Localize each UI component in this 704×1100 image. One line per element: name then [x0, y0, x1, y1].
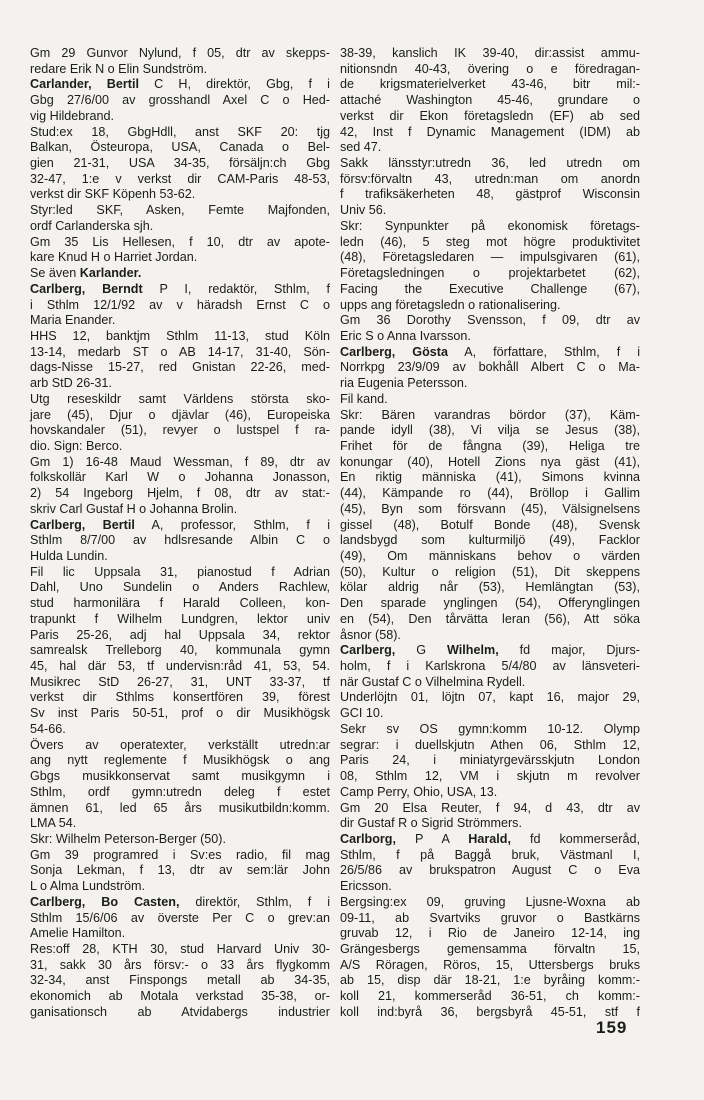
line-text: A, professor, Sthlm, f i [134, 517, 330, 532]
line-text: direktör, Sthlm, f i [179, 894, 330, 909]
line-text: sed 47. [340, 140, 382, 155]
line-text: segrar: i duellskjutn Athen 06, Sthlm 12, [340, 737, 640, 752]
line-text: Stud:ex 18, GbgHdll, anst SKF 20: tjg [30, 124, 330, 139]
line-text: kölar aldrig når (53), Hemlängtan (53), [340, 580, 640, 595]
line-text: 45, hal där 53, tf undervisn:råd 41, 53, 54. [30, 659, 330, 674]
line-text: Univ 56. [340, 203, 387, 218]
line-text: Sthlm, f på Baggå bruk, Västmanl I, [340, 847, 640, 862]
line-text: attaché Washington 45-46, grundare o [340, 93, 640, 108]
line-text: de krigsmaterielverket 43-46, bitr mil:- [340, 77, 640, 92]
line-text: arb StD 26-31. [30, 376, 112, 391]
text-line [30, 863, 330, 879]
line-text: Frihet för de fångna (39), Heliga tre [340, 438, 640, 453]
line-text: landsbygd som kulturmiljö (49), Facklor [340, 533, 640, 548]
line-text: Gm 35 Lis Hellesen, f 10, dtr av apote- [30, 234, 330, 249]
text-line [340, 690, 640, 706]
text-line [30, 345, 330, 361]
line-text: redare Erik N o Elin Sundström. [30, 61, 208, 76]
line-text: 32-34, anst Finspongs metall ab 34-35, [30, 973, 330, 988]
text-line [340, 298, 640, 314]
text-line [30, 77, 330, 93]
line-text: Norrkpg 23/9/09 av bokhåll Albert C o Ma- [340, 360, 640, 375]
line-text: skriv Carl Gustaf H o Johanna Brolin. [30, 501, 238, 516]
line-text: Paris 25-26, adj hal Uppsala 34, rektor [30, 627, 330, 642]
line-text: (48), Företagsledaren — impulsgivaren (61), [340, 250, 640, 265]
line-text: Skr: Wilhelm Peterson-Berger (50). [30, 831, 226, 846]
text-line [340, 329, 640, 345]
text-line [30, 690, 330, 706]
entry-headword: Carlberg, Bo Casten, [30, 894, 180, 909]
text-line [30, 958, 330, 974]
entry-headword: Carlander, Bertil [30, 77, 139, 92]
text-line [340, 911, 640, 927]
text-line [340, 140, 640, 156]
text-line [30, 486, 330, 502]
text-line [30, 156, 330, 172]
line-text: Musikrec StD 26-27, 31, UNT 33-37, tf [30, 674, 330, 689]
text-line [340, 895, 640, 911]
line-text: i Sthlm 12/1/92 av v häradsh Ernst C o [30, 297, 330, 312]
line-text: verkst dir Sthlms konsertfören 39, förest [30, 690, 330, 705]
line-text: Sthlm 15/6/06 av överste Per C o grev:an [30, 910, 330, 925]
text-line [340, 219, 640, 235]
line-text: Amelie Hamilton. [30, 926, 126, 941]
text-line [30, 298, 330, 314]
text-line [340, 942, 640, 958]
line-text: nitionsndn 40-43, övering o e föredragan- [340, 61, 640, 76]
line-text: gissel (48), Botulf Bonde (48), Svensk [340, 517, 640, 532]
text-line [340, 376, 640, 392]
line-text: Gm 36 Dorothy Svensson, f 09, dtr av [340, 313, 640, 328]
text-line [30, 235, 330, 251]
text-line [340, 313, 640, 329]
text-line [30, 659, 330, 675]
text-line [30, 895, 330, 911]
line-text: Gm 1) 16-48 Maud Wessman, f 89, dtr av [30, 454, 330, 469]
line-text: Fil kand. [340, 391, 388, 406]
text-line [340, 266, 640, 282]
text-line [30, 722, 330, 738]
line-text: (50), Kultur o religion (51), Dit skeppens [340, 564, 640, 579]
line-text: Gm 39 programred i Sv:es radio, fil mag [30, 847, 330, 862]
text-line [340, 816, 640, 832]
line-text: samrealsk Trelleborg 40, kommunala gymn [30, 643, 330, 658]
text-line [340, 533, 640, 549]
text-line [340, 109, 640, 125]
line-text: HHS 12, banktjm Sthlm 11-13, stud Köln [30, 328, 330, 343]
line-text: G [395, 643, 448, 658]
line-text: Maria Enander. [30, 313, 116, 328]
text-line [340, 235, 640, 251]
text-line [30, 1005, 330, 1021]
page-number: 159 [596, 1018, 628, 1037]
line-text: LMA 54. [30, 816, 77, 831]
line-text: vig Hildebrand. [30, 108, 115, 123]
text-line [30, 549, 330, 565]
text-line [340, 738, 640, 754]
line-text: A/S Röragen, Röros, 15, Uttersbergs bruks [340, 957, 640, 972]
line-text: konungar (40), Hotell Zions nya gäst (41), [340, 454, 640, 469]
line-text: Den sparade ynglingen (54), Offerynglingen [340, 596, 640, 611]
line-text: Skr: Synpunkter på ekonomisk företags- [340, 218, 640, 233]
text-line [30, 628, 330, 644]
text-line [340, 926, 640, 942]
text-line [340, 801, 640, 817]
line-text: 26/5/86 av brukspatron August C o Eva [340, 863, 640, 878]
text-line [30, 738, 330, 754]
line-text: Paris 24, i miniatyrgevärsskjutn London [340, 753, 640, 768]
line-text: Sekr sv OS gymn:komm 10-12. Olymp [340, 721, 640, 736]
text-line [30, 455, 330, 471]
text-line [340, 172, 640, 188]
text-line [30, 125, 330, 141]
line-text: 09-11, ab Svartviks gruvor o Bastkärns [340, 910, 640, 925]
text-line [340, 125, 640, 141]
text-line [30, 942, 330, 958]
text-line [340, 486, 640, 502]
line-text: Gm 20 Elsa Reuter, f 94, d 43, dtr av [340, 800, 640, 815]
text-line [30, 565, 330, 581]
line-text: Balkan, Östeuropa, USA, Canada o Bel- [30, 140, 330, 155]
line-text: upps ang företagsledn o rationalisering. [340, 297, 561, 312]
text-line [30, 801, 330, 817]
text-line [30, 423, 330, 439]
text-line [30, 313, 330, 329]
entry-headword: Wilhelm, [447, 643, 499, 658]
text-line [30, 612, 330, 628]
text-line [340, 612, 640, 628]
line-text: Företagsledningen o projektarbetet (62), [340, 266, 640, 281]
line-text: 08, Sthlm 12, VM i skjutn m revolver [340, 769, 640, 784]
line-text: fd kommerseråd, [510, 831, 640, 846]
line-text: försv:förvaltn 43, utredn:man om anordn [340, 171, 640, 186]
line-text: kare Knud H o Harriet Jordan. [30, 250, 198, 265]
text-line [30, 643, 330, 659]
text-line [340, 282, 640, 298]
line-text: Gm 29 Gunvor Nylund, f 05, dtr av skepps- [30, 46, 330, 60]
text-line [30, 518, 330, 534]
text-line [340, 549, 640, 565]
line-text: Res:off 28, KTH 30, stud Harvard Univ 30- [30, 941, 330, 956]
text-line [30, 203, 330, 219]
line-text: koll ind:byrå 36, bergsbyrå 45-51, stf f [340, 1004, 640, 1019]
line-text: gruvab 12, i Rio de Janeiro 12-14, ing [340, 926, 640, 941]
text-line [30, 140, 330, 156]
line-text: (44), Kämpande ro (44), Bröllop i Gallim [340, 486, 640, 501]
line-text: folkskollär Karl W o Johanna Jonasson, [30, 470, 330, 485]
line-text: ordf Carlanderska sjh. [30, 218, 154, 233]
line-text: holm, f i Karlskrona 5/4/80 av länsveteri- [340, 659, 640, 674]
line-text: en (54), Den tårvätta leran (56), Att söka [340, 611, 640, 626]
text-line [340, 706, 640, 722]
text-line [340, 848, 640, 864]
line-text: 42, Inst f Dynamic Management (IDM) ab [340, 124, 640, 139]
text-line [340, 408, 640, 424]
line-text: Eric S o Anna Ivarsson. [340, 328, 471, 343]
line-text: Underlöjtn 01, löjtn 07, kapt 16, major 29, [340, 690, 640, 705]
line-text: Utg reseskildr samt Världens största sko- [30, 391, 330, 406]
text-line [30, 785, 330, 801]
line-text: Ericsson. [340, 879, 392, 894]
line-text: f trafiksäkerheten 48, gästprof Wisconsin [340, 187, 640, 202]
text-line [340, 596, 640, 612]
text-line [30, 989, 330, 1005]
line-text: Camp Perry, Ohio, USA, 13. [340, 784, 498, 799]
text-line [340, 769, 640, 785]
text-line [340, 62, 640, 78]
line-text: dags-Nisse 15-27, red Gnistan 22-26, med- [30, 360, 330, 375]
text-line [340, 93, 640, 109]
text-line [340, 580, 640, 596]
text-line [340, 832, 640, 848]
text-line [340, 958, 640, 974]
text-line [340, 722, 640, 738]
text-line [340, 439, 640, 455]
text-line [340, 628, 640, 644]
text-line [340, 250, 640, 266]
text-line [340, 675, 640, 691]
text-line [340, 565, 640, 581]
line-text: Sthlm 8/7/00 av hdlsresande Albin C o [30, 533, 330, 548]
line-text: Sonja Lekman, f 13, dtr av sem:lär John [30, 863, 330, 878]
text-line [30, 187, 330, 203]
line-text: Sthlm, ordf gymn:utredn deleg f estet [30, 784, 330, 799]
entry-headword: Carlborg, [340, 831, 396, 846]
text-line [340, 643, 640, 659]
line-text: Skr: Bären varandras bördor (37), Käm- [340, 407, 640, 422]
line-text: Övers av operatexter, verkställt utredn:ar [30, 737, 330, 752]
text-line [30, 706, 330, 722]
text-line [340, 785, 640, 801]
text-line [340, 659, 640, 675]
text-line [30, 46, 330, 62]
right-column [340, 46, 640, 1021]
text-line [30, 470, 330, 486]
entry-headword: Karlander. [79, 266, 142, 281]
text-line [340, 1005, 640, 1021]
line-text: Gbgs musikkonservat samt musikgymn i [30, 769, 330, 784]
line-text: En riktig människa (41), Simons kvinna [340, 470, 640, 485]
line-text: koll 21, kommerseråd 36-51, ch komm:- [340, 989, 640, 1004]
text-line [30, 172, 330, 188]
text-line [340, 989, 640, 1005]
text-line [30, 62, 330, 78]
text-line [30, 879, 330, 895]
text-line [340, 392, 640, 408]
line-text: fd major, Djurs- [498, 643, 640, 658]
line-text: gien 21-31, USA 34-35, försäljn:ch Gbg [30, 156, 330, 171]
entry-headword: Harald, [468, 831, 511, 846]
line-text: Grängesbergs gemensamma förvaltn 15, [340, 941, 640, 956]
line-text: Dahl, Uno Sundelin o Anders Rachlew, [30, 580, 330, 595]
text-line [30, 219, 330, 235]
line-text: Styr:led SKF, Asken, Femte Majfonden, [30, 203, 330, 218]
text-line [340, 423, 640, 439]
text-line [30, 360, 330, 376]
text-line [30, 596, 330, 612]
line-text: åsnor (58). [340, 627, 401, 642]
text-line [30, 832, 330, 848]
text-line [30, 408, 330, 424]
text-line [340, 455, 640, 471]
line-text: ria Eugenia Petersson. [340, 376, 468, 391]
line-text: 31, sakk 30 års försv:- o 33 års flygkomm [30, 957, 330, 972]
line-text: när Gustaf C o Vilhelmina Rydell. [340, 674, 526, 689]
text-line [340, 973, 640, 989]
line-text: ämnen 61, led 65 års musikutbildn:komm. [30, 800, 330, 815]
text-line [30, 266, 330, 282]
text-line [30, 376, 330, 392]
text-line [30, 502, 330, 518]
line-text: C H, direktör, Gbg, f i [138, 77, 330, 92]
line-text: stud harmonilära f Harald Colleen, kon- [30, 596, 330, 611]
entry-headword: Carlberg, Gösta [340, 344, 448, 359]
line-text: trapunkt f Wilhelm Lundgren, lektor univ [30, 611, 330, 626]
text-line [30, 753, 330, 769]
text-line [340, 502, 640, 518]
text-line [340, 203, 640, 219]
entry-headword: Carlberg, [340, 643, 396, 658]
text-line [30, 848, 330, 864]
text-line [340, 518, 640, 534]
text-line [30, 769, 330, 785]
line-text: Sv inst Paris 50-51, prof o dir Musikhögsk [30, 706, 330, 721]
line-text: L o Alma Lundström. [30, 879, 146, 894]
text-line [340, 187, 640, 203]
entry-headword: Carlberg, Bertil [30, 517, 135, 532]
line-text: Facing the Executive Challenge (67), [340, 281, 640, 296]
text-line [30, 329, 330, 345]
text-line [30, 282, 330, 298]
line-text: 38-39, kanslich IK 39-40, dir:assist ammu- [340, 46, 640, 60]
text-line [340, 470, 640, 486]
text-line [340, 879, 640, 895]
text-line [340, 345, 640, 361]
text-line [340, 77, 640, 93]
line-text: 32-47, 1:e v verkst dir CAM-Paris 48-53, [30, 171, 330, 186]
text-line [30, 675, 330, 691]
text-line [30, 533, 330, 549]
entry-headword: Carlberg, Berndt [30, 281, 143, 296]
text-line [30, 926, 330, 942]
line-text: verkst dir Ekon företagsledn (EF) ab sed [340, 108, 640, 123]
line-text: Se även [30, 266, 80, 281]
line-text: hovskandaler (51), revyer o lustspel f ra- [30, 423, 330, 438]
line-text: P I, redaktör, Sthlm, f [142, 281, 331, 296]
line-text: dio. Sign: Berco. [30, 438, 123, 453]
line-text: ekonomich ab Motala verkstad 35-38, or- [30, 989, 330, 1004]
text-line [340, 156, 640, 172]
line-text: jare (45), Djur o djävlar (46), Europeiska [30, 407, 330, 422]
text-line [30, 250, 330, 266]
text-line [30, 816, 330, 832]
text-line [30, 973, 330, 989]
line-text: ab 15, disp där 18-21, 1:e byråing komm:- [340, 973, 640, 988]
line-text: Bergsing:ex 09, gruving Ljusne-Woxna ab [340, 894, 640, 909]
line-text: ledn (46), 5 steg mot högre produktivitet [340, 234, 640, 249]
line-text: (49), Om människans behov o värden [340, 549, 640, 563]
text-line [30, 109, 330, 125]
line-text: Gbg 27/6/00 av grosshandl Axel C o Hed- [30, 93, 330, 108]
left-column [30, 46, 330, 1021]
line-text: Hulda Lundin. [30, 549, 108, 563]
text-line [30, 439, 330, 455]
line-text: pande idyll (38), Vi vilja se Jesus (38), [340, 423, 640, 438]
text-line [30, 93, 330, 109]
text-line [340, 360, 640, 376]
line-text: Fil lic Uppsala 31, pianostud f Adrian [30, 564, 330, 579]
text-line [340, 753, 640, 769]
line-text: dir Gustaf R o Sigrid Strömmers. [340, 816, 522, 831]
text-line [30, 580, 330, 596]
line-text: 2) 54 Ingeborg Hjelm, f 08, dtr av stat:- [30, 486, 330, 501]
text-line [30, 392, 330, 408]
line-text: ang nytt reglemente f Musikhögsk o ang [30, 753, 330, 768]
line-text: GCI 10. [340, 706, 384, 721]
line-text: A, författare, Sthlm, f i [447, 344, 640, 359]
line-text: verkst dir SKF Köpenh 53-62. [30, 187, 196, 202]
line-text: (45), Byn som försvann (45), Välsignelsens [340, 501, 640, 516]
line-text: Sakk länsstyr:utredn 36, led utredn om [340, 156, 640, 171]
line-text: 54-66. [30, 721, 66, 736]
line-text: P A [395, 831, 469, 846]
text-line [340, 46, 640, 62]
text-line [30, 911, 330, 927]
text-line [340, 863, 640, 879]
line-text: 13-14, medarb ST o AB 14-17, 31-40, Sön- [30, 344, 330, 359]
line-text: ganisationsch ab Atvidabergs industrier [30, 1004, 330, 1019]
